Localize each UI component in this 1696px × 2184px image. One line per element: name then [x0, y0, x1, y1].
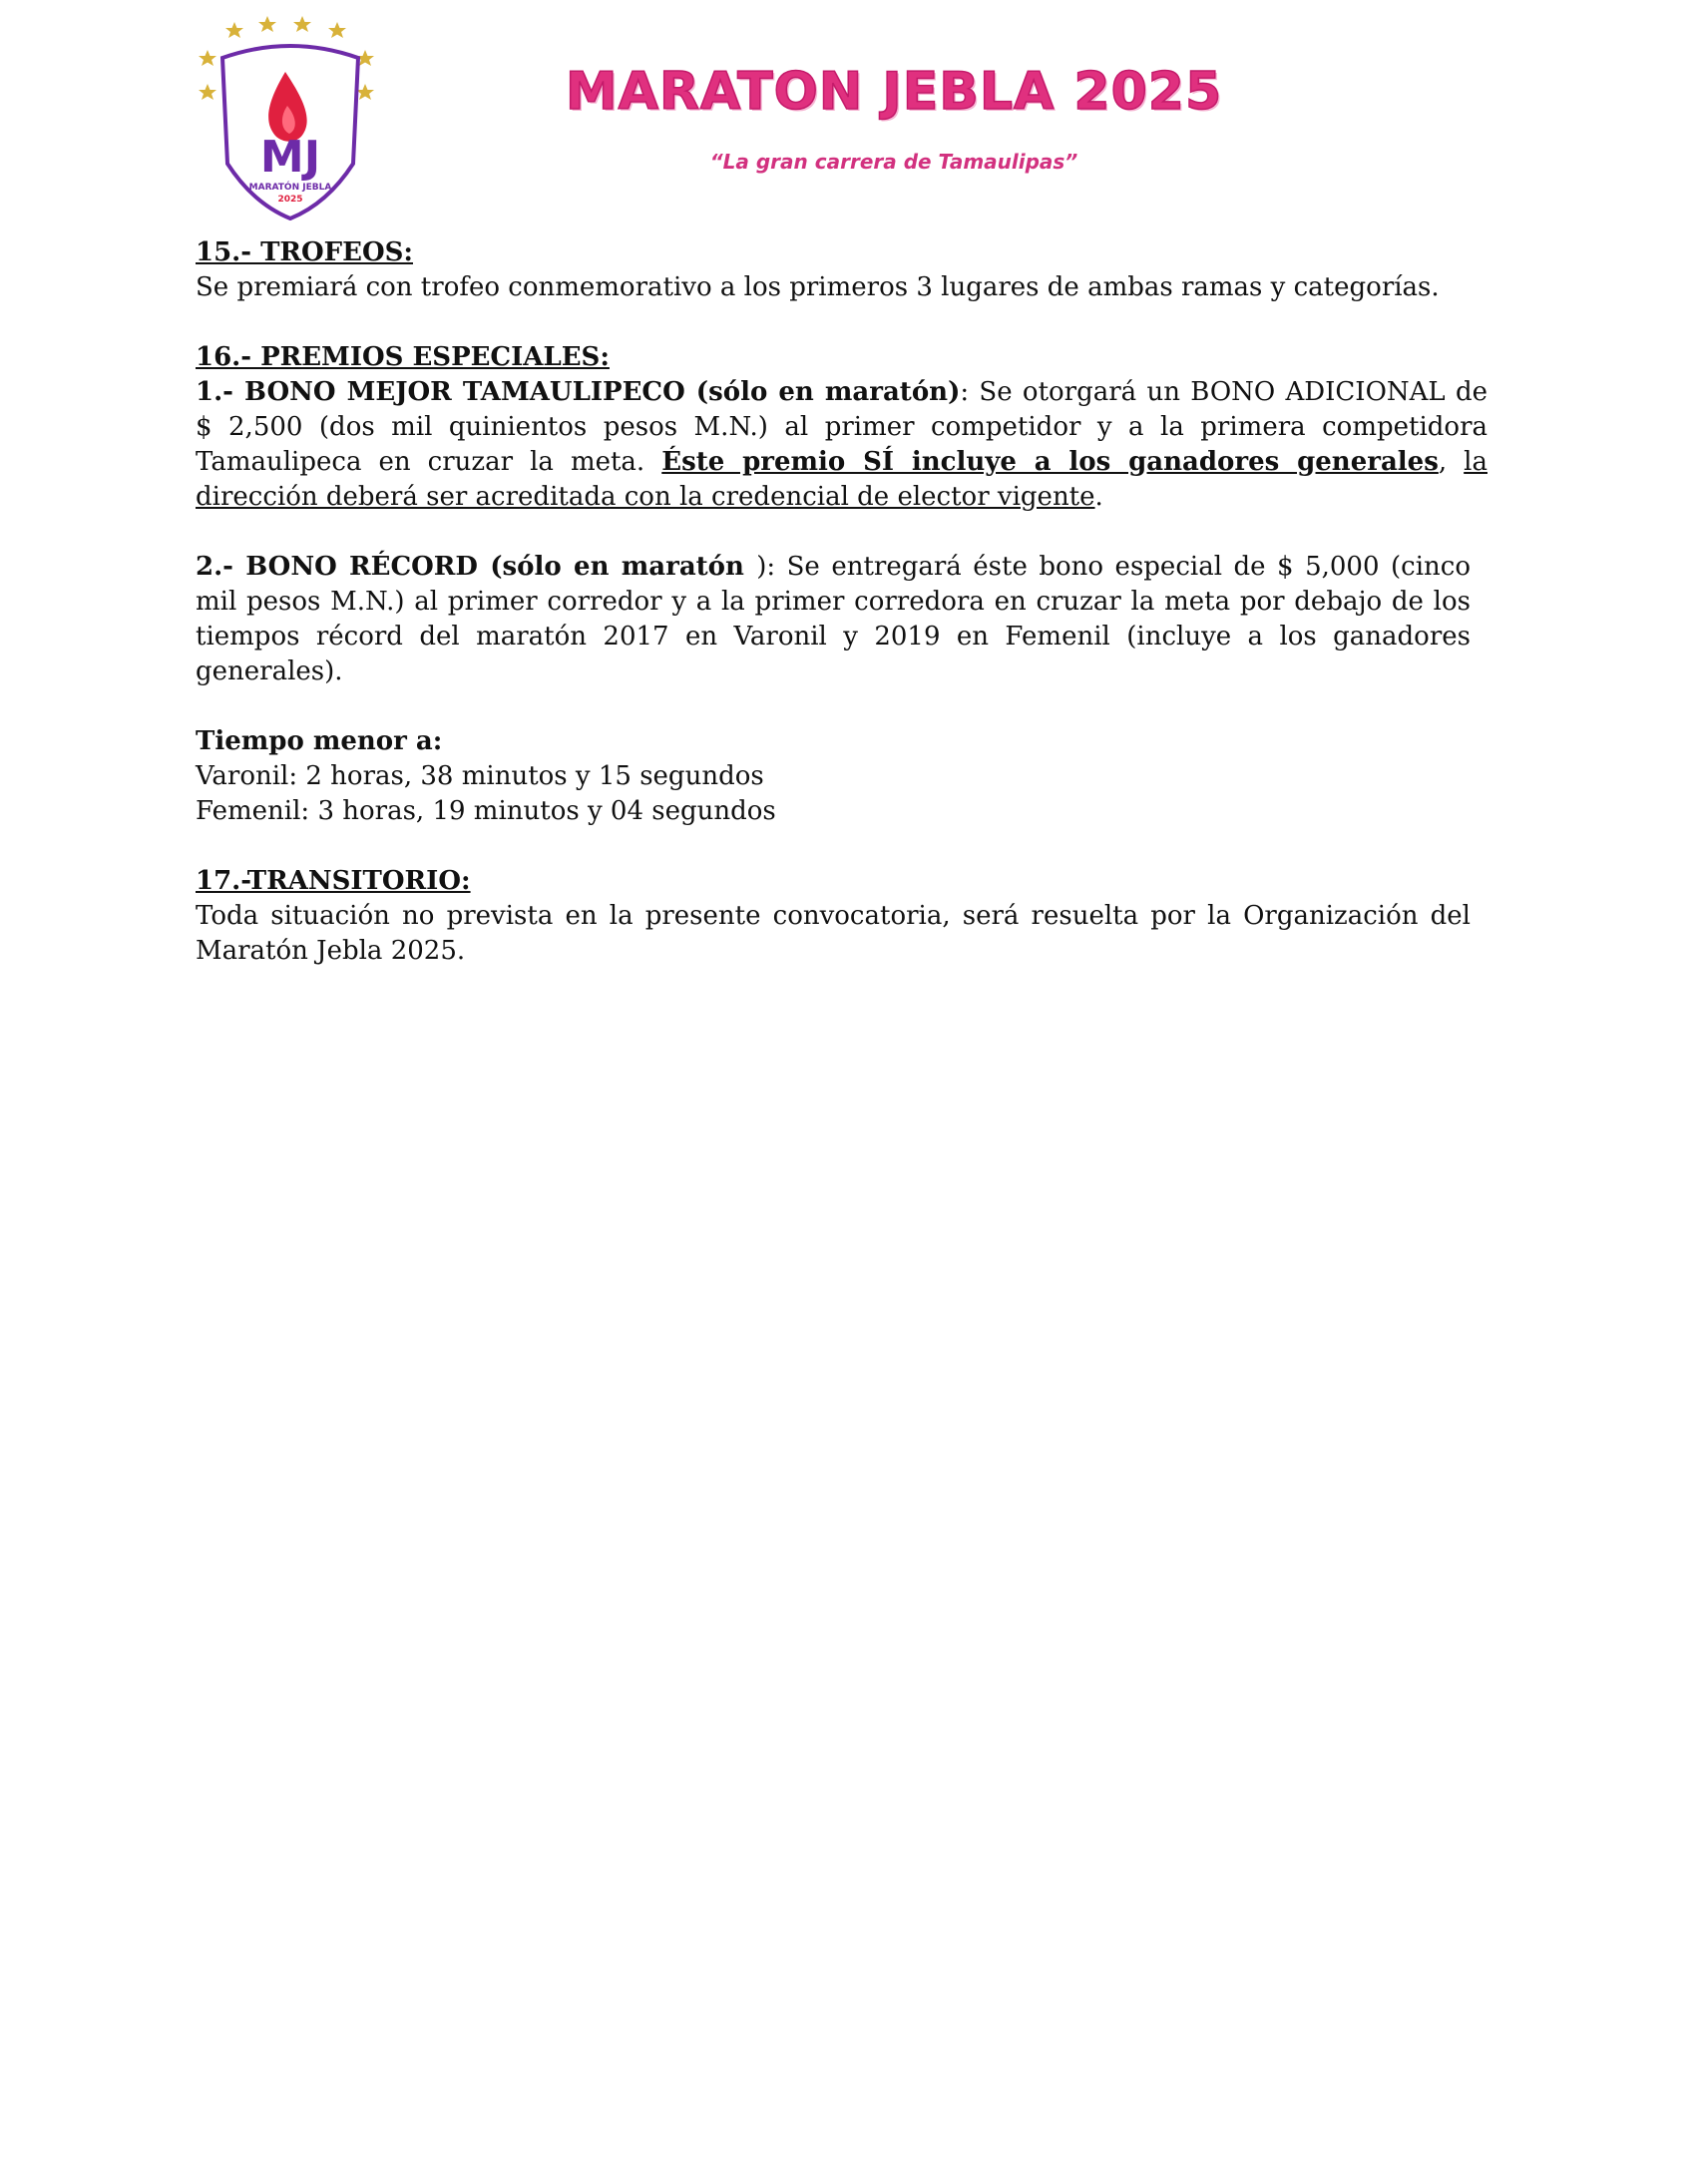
- tiempo-femenil: Femenil: 3 horas, 19 minutos y 04 segundos: [196, 796, 776, 826]
- document-body: [196, 235, 1487, 969]
- bono-tamaulipeco-emphasis: Éste premio SÍ incluye a los ganadores generales: [661, 447, 1439, 477]
- bono-record-paragraph: [196, 550, 1471, 689]
- logo-text-line1: MARATÓN JEBLA: [248, 183, 332, 193]
- section-text-trofeos: Se premiará con trofeo conmemorativo a los primeros 3 lugares de ambas ramas y categorías.: [196, 272, 1440, 302]
- document-subtitle: “La gran carrera de Tamaulipas”: [709, 150, 1078, 174]
- bono-tamaulipeco-paragraph: [196, 375, 1487, 515]
- tiempo-varonil: Varonil: 2 horas, 38 minutos y 15 segundos: [196, 761, 764, 791]
- bono-tamaulipeco-text: : Se otorgará un BONO ADICIONAL de $ 2,500 (dos mil quinientos pesos M.N.) al primer competidor y a la primera competidora Tamaulipeca en cruzar la meta.: [196, 377, 1487, 477]
- logo-text-line2: 2025: [277, 195, 303, 205]
- bono-tamaulipeco-requirement: la dirección deberá ser acreditada con la credencial de elector vigente: [196, 447, 1487, 512]
- section-heading-trofeos: 15.- TROFEOS:: [196, 237, 413, 267]
- logo-monogram: MJ: [259, 132, 321, 183]
- bono-record-text: ): Se entregará éste bono especial de $ 5,000 (cinco mil pesos M.N.) al primer corredor y a la primer corredora en cruzar la meta por debajo de los tiempos récord del maratón 2017 en Varonil y 2019 en Femenil (incluye a los ganadores generales).: [196, 552, 1471, 686]
- section-heading-premios: 16.- PREMIOS ESPECIALES:: [196, 342, 610, 372]
- tiempo-heading: Tiempo menor a:: [196, 726, 443, 756]
- bono-record-label: 2.- BONO RÉCORD (sólo en maratón: [196, 552, 757, 582]
- section-text-transitorio: Toda situación no prevista en la presente convocatoria, será resuelta por la Organización del Maratón Jebla 2025.: [196, 901, 1471, 966]
- bono-tamaulipeco-label: 1.- BONO MEJOR TAMAULIPECO (sólo en maratón): [196, 377, 961, 407]
- maraton-jebla-logo: [198, 14, 383, 223]
- bono-tamaulipeco-comma: ,: [1438, 447, 1465, 477]
- bono-tamaulipeco-end: .: [1094, 482, 1103, 512]
- document-title: MARATON JEBLA 2025: [565, 62, 1223, 122]
- section-heading-transitorio: 17.-TRANSITORIO:: [196, 866, 471, 896]
